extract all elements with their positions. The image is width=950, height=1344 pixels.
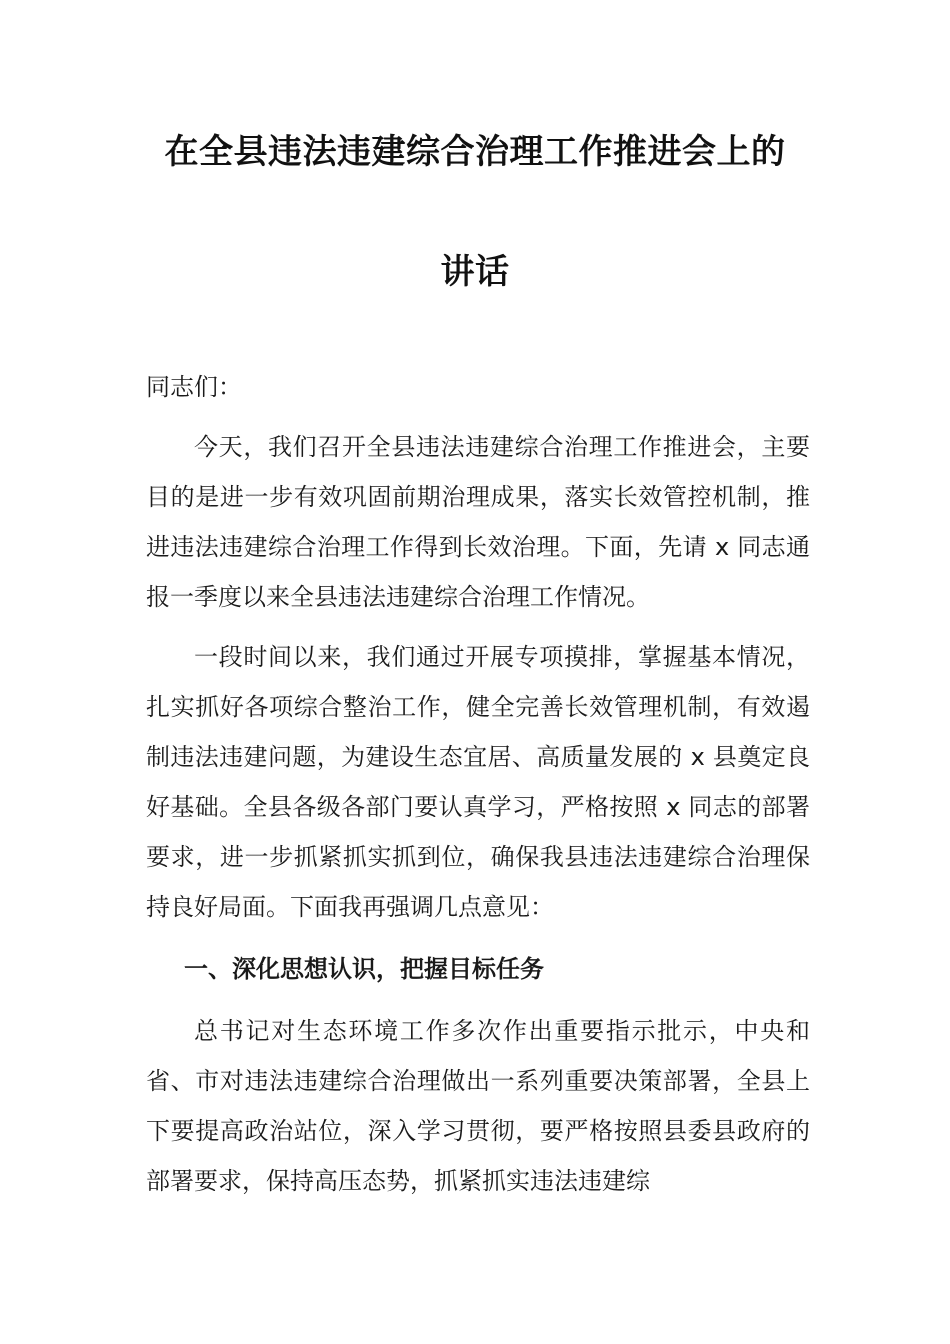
- document-title-line-1: 在全县违法违建综合治理工作推进会上的: [164, 132, 786, 172]
- section-heading-1: 一、深化思想认识，把握目标任务: [184, 955, 544, 983]
- document-title-line-2: 讲话: [440, 252, 510, 292]
- paragraph-2: 一段时间以来，我们通过开展专项摸排，掌握基本情况，扎实抓好各项综合整治工作，健全完善长效管理机制，有效遏制违法违建问题，为建设生态宜居、高质量发展的 x 县奠定良好基础。全县各级各部门要认真学习，严格按照 x 同志的部署要求，进一步抓紧抓实抓到位，确保我县违法违建综合治理保持良好局面。下面我再强调几点意见：: [146, 643, 810, 921]
- paragraph-3: 总书记对生态环境工作多次作出重要指示批示，中央和省、市对违法违建综合治理做出一系列重要决策部署，全县上下要提高政治站位，深入学习贯彻，要严格按照县委县政府的部署要求，保持高压态势，抓紧抓实违法违建综: [146, 1017, 810, 1195]
- salutation: 同志们：: [146, 373, 242, 401]
- paragraph-1: 今天，我们召开全县违法违建综合治理工作推进会，主要目的是进一步有效巩固前期治理成果，落实长效管控机制，推进违法违建综合治理工作得到长效治理。下面，先请 x 同志通报一季度以来全县违法违建综合治理工作情况。: [146, 433, 810, 611]
